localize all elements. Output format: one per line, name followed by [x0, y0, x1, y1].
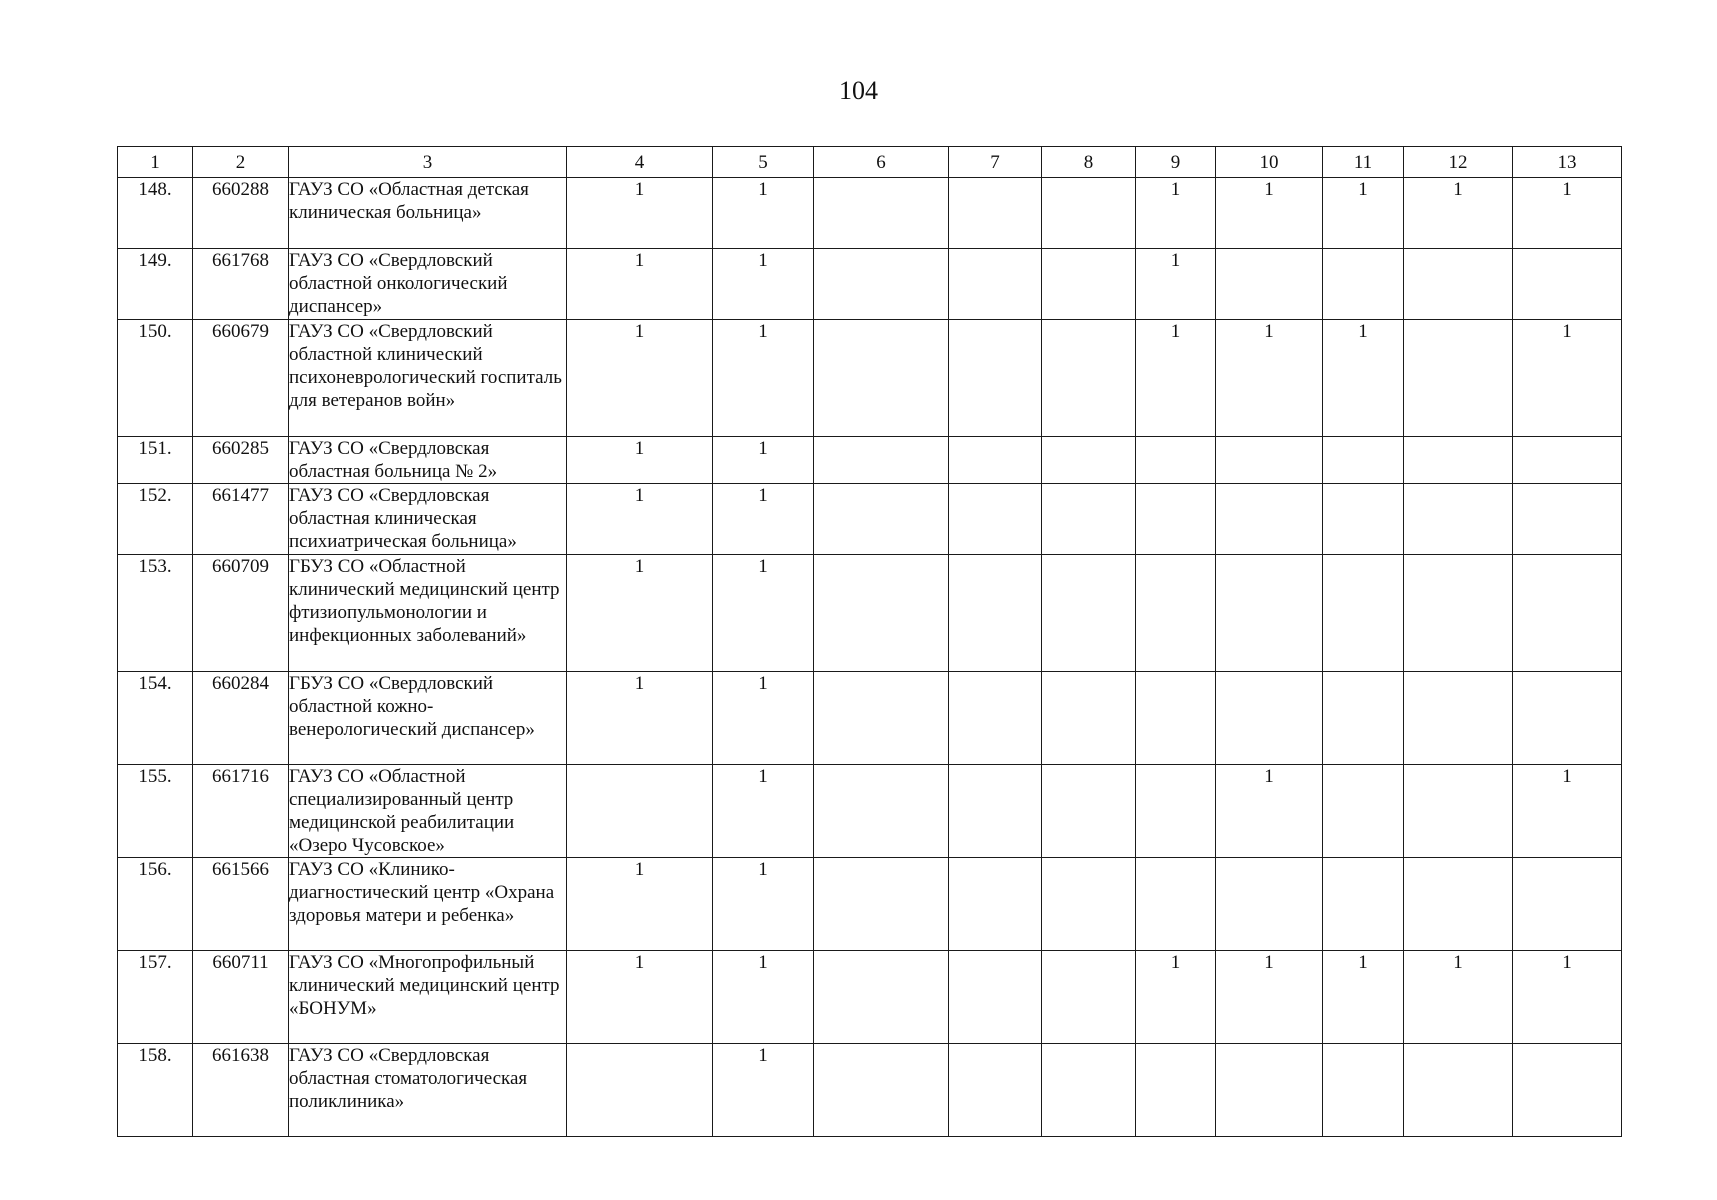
row-value-col-13: [1513, 555, 1622, 672]
row-value-col-10: [1216, 484, 1323, 555]
row-name: ГАУЗ СО «Свердловский областной клинический психоневрологический госпиталь для ветеранов войн»: [289, 320, 567, 437]
row-value-col-4: [567, 765, 713, 858]
row-name: ГАУЗ СО «Свердловская областная клиническая психиатрическая больница»: [289, 484, 567, 555]
row-value-col-6: [814, 178, 949, 249]
row-value-col-13: [1513, 249, 1622, 320]
table-row: [118, 178, 1622, 249]
row-value-col-5: 1: [713, 672, 814, 765]
row-value-col-12: [1404, 765, 1513, 858]
row-name: ГАУЗ СО «Свердловский областной онкологический диспансер»: [289, 249, 567, 320]
row-value-col-11: [1323, 1044, 1404, 1137]
column-header: 11: [1323, 147, 1404, 178]
column-header: 5: [713, 147, 814, 178]
row-value-col-9: 1: [1136, 320, 1216, 437]
row-value-col-12: [1404, 484, 1513, 555]
row-value-col-10: 1: [1216, 765, 1323, 858]
row-value-col-4: 1: [567, 484, 713, 555]
row-value-col-7: [949, 672, 1042, 765]
row-value-col-5: 1: [713, 437, 814, 484]
row-value-col-7: [949, 1044, 1042, 1137]
table-row: [118, 320, 1622, 437]
table-row: [118, 484, 1622, 555]
row-value-col-11: 1: [1323, 320, 1404, 437]
row-value-col-8: [1042, 437, 1136, 484]
row-value-col-4: 1: [567, 249, 713, 320]
row-value-col-12: [1404, 672, 1513, 765]
row-code: 661716: [193, 765, 289, 858]
row-value-col-11: [1323, 437, 1404, 484]
row-value-col-7: [949, 178, 1042, 249]
row-value-col-6: [814, 858, 949, 951]
row-code: 660285: [193, 437, 289, 484]
row-value-col-5: 1: [713, 249, 814, 320]
row-value-col-12: [1404, 858, 1513, 951]
row-number: 151.: [118, 437, 193, 484]
row-value-col-6: [814, 320, 949, 437]
row-value-col-4: 1: [567, 555, 713, 672]
row-value-col-6: [814, 484, 949, 555]
row-value-col-10: [1216, 555, 1323, 672]
row-value-col-5: 1: [713, 1044, 814, 1137]
row-code: 660284: [193, 672, 289, 765]
row-value-col-10: 1: [1216, 178, 1323, 249]
row-value-col-4: 1: [567, 320, 713, 437]
row-value-col-13: 1: [1513, 765, 1622, 858]
table-row: [118, 858, 1622, 951]
row-value-col-6: [814, 555, 949, 672]
row-value-col-8: [1042, 320, 1136, 437]
row-value-col-5: 1: [713, 555, 814, 672]
row-value-col-7: [949, 249, 1042, 320]
row-value-col-7: [949, 951, 1042, 1044]
table-row: [118, 555, 1622, 672]
row-value-col-8: [1042, 672, 1136, 765]
table-row: [118, 437, 1622, 484]
row-value-col-10: [1216, 672, 1323, 765]
row-value-col-11: 1: [1323, 951, 1404, 1044]
column-header: 10: [1216, 147, 1323, 178]
row-value-col-8: [1042, 249, 1136, 320]
table-row: [118, 765, 1622, 858]
row-value-col-12: [1404, 320, 1513, 437]
row-number: 155.: [118, 765, 193, 858]
row-value-col-8: [1042, 765, 1136, 858]
row-value-col-9: [1136, 555, 1216, 672]
row-number: 153.: [118, 555, 193, 672]
row-value-col-13: 1: [1513, 320, 1622, 437]
row-value-col-4: 1: [567, 437, 713, 484]
row-value-col-7: [949, 858, 1042, 951]
row-value-col-6: [814, 951, 949, 1044]
row-value-col-7: [949, 555, 1042, 672]
row-code: 661768: [193, 249, 289, 320]
row-value-col-4: 1: [567, 178, 713, 249]
column-header: 4: [567, 147, 713, 178]
row-name: ГАУЗ СО «Многопрофильный клинический медицинский центр «БОНУМ»: [289, 951, 567, 1044]
row-value-col-9: [1136, 437, 1216, 484]
row-value-col-9: 1: [1136, 951, 1216, 1044]
column-header: 8: [1042, 147, 1136, 178]
table-row: [118, 249, 1622, 320]
row-value-col-9: [1136, 672, 1216, 765]
row-number: 157.: [118, 951, 193, 1044]
page-number: 104: [839, 76, 878, 105]
row-value-col-13: 1: [1513, 178, 1622, 249]
row-number: 156.: [118, 858, 193, 951]
row-value-col-12: [1404, 249, 1513, 320]
table-row: [118, 1044, 1622, 1137]
row-name: ГАУЗ СО «Свердловская областная больница № 2»: [289, 437, 567, 484]
row-value-col-6: [814, 437, 949, 484]
row-value-col-6: [814, 672, 949, 765]
row-value-col-7: [949, 765, 1042, 858]
row-value-col-5: 1: [713, 765, 814, 858]
row-value-col-8: [1042, 858, 1136, 951]
row-code: 660711: [193, 951, 289, 1044]
row-number: 150.: [118, 320, 193, 437]
column-header: 2: [193, 147, 289, 178]
row-value-col-5: 1: [713, 178, 814, 249]
row-name: ГБУЗ СО «Свердловский областной кожно-венерологический диспансер»: [289, 672, 567, 765]
row-value-col-5: 1: [713, 320, 814, 437]
row-name: ГБУЗ СО «Областной клинический медицинский центр фтизиопульмонологии и инфекционных заболеваний»: [289, 555, 567, 672]
row-name: ГАУЗ СО «Областная детская клиническая больница»: [289, 178, 567, 249]
row-value-col-13: 1: [1513, 951, 1622, 1044]
row-value-col-11: 1: [1323, 178, 1404, 249]
column-header: 3: [289, 147, 567, 178]
row-value-col-8: [1042, 555, 1136, 672]
row-value-col-11: [1323, 672, 1404, 765]
row-value-col-13: [1513, 672, 1622, 765]
column-header: 9: [1136, 147, 1216, 178]
row-value-col-11: [1323, 555, 1404, 672]
row-value-col-13: [1513, 1044, 1622, 1137]
row-value-col-11: [1323, 484, 1404, 555]
row-value-col-12: 1: [1404, 951, 1513, 1044]
row-value-col-10: [1216, 437, 1323, 484]
row-value-col-10: [1216, 249, 1323, 320]
row-value-col-13: [1513, 484, 1622, 555]
column-header: 13: [1513, 147, 1622, 178]
row-name: ГАУЗ СО «Свердловская областная стоматологическая поликлиника»: [289, 1044, 567, 1137]
row-value-col-4: 1: [567, 951, 713, 1044]
row-value-col-6: [814, 249, 949, 320]
row-value-col-9: 1: [1136, 249, 1216, 320]
row-value-col-7: [949, 320, 1042, 437]
row-code: 660709: [193, 555, 289, 672]
row-value-col-8: [1042, 951, 1136, 1044]
row-number: 158.: [118, 1044, 193, 1137]
data-table: [117, 146, 1622, 1137]
row-code: 661566: [193, 858, 289, 951]
row-value-col-11: [1323, 249, 1404, 320]
row-value-col-6: [814, 1044, 949, 1137]
row-value-col-5: 1: [713, 858, 814, 951]
row-value-col-9: [1136, 484, 1216, 555]
row-value-col-5: 1: [713, 951, 814, 1044]
table-row: [118, 951, 1622, 1044]
row-code: 661638: [193, 1044, 289, 1137]
row-number: 149.: [118, 249, 193, 320]
row-value-col-8: [1042, 1044, 1136, 1137]
row-code: 661477: [193, 484, 289, 555]
row-value-col-11: [1323, 858, 1404, 951]
row-number: 154.: [118, 672, 193, 765]
row-value-col-12: 1: [1404, 178, 1513, 249]
row-value-col-10: [1216, 858, 1323, 951]
row-value-col-9: [1136, 858, 1216, 951]
table-row: [118, 672, 1622, 765]
row-value-col-4: 1: [567, 858, 713, 951]
row-value-col-11: [1323, 765, 1404, 858]
row-number: 148.: [118, 178, 193, 249]
row-value-col-7: [949, 484, 1042, 555]
row-name: ГАУЗ СО «Клинико-диагностический центр «Охрана здоровья матери и ребенка»: [289, 858, 567, 951]
row-number: 152.: [118, 484, 193, 555]
row-value-col-8: [1042, 178, 1136, 249]
row-value-col-10: 1: [1216, 320, 1323, 437]
row-value-col-13: [1513, 858, 1622, 951]
row-value-col-8: [1042, 484, 1136, 555]
row-value-col-12: [1404, 437, 1513, 484]
row-value-col-4: [567, 1044, 713, 1137]
row-name: ГАУЗ СО «Областной специализированный центр медицинской реабилитации «Озеро Чусовское»: [289, 765, 567, 858]
row-value-col-10: 1: [1216, 951, 1323, 1044]
row-value-col-9: [1136, 765, 1216, 858]
column-header: 12: [1404, 147, 1513, 178]
row-value-col-12: [1404, 555, 1513, 672]
row-value-col-9: [1136, 1044, 1216, 1137]
row-value-col-7: [949, 437, 1042, 484]
column-header: 1: [118, 147, 193, 178]
row-value-col-12: [1404, 1044, 1513, 1137]
header-row: [118, 147, 1622, 178]
row-code: 660679: [193, 320, 289, 437]
column-header: 6: [814, 147, 949, 178]
row-value-col-4: 1: [567, 672, 713, 765]
row-value-col-13: [1513, 437, 1622, 484]
row-value-col-9: 1: [1136, 178, 1216, 249]
column-header: 7: [949, 147, 1042, 178]
row-value-col-5: 1: [713, 484, 814, 555]
row-value-col-6: [814, 765, 949, 858]
row-value-col-10: [1216, 1044, 1323, 1137]
row-code: 660288: [193, 178, 289, 249]
